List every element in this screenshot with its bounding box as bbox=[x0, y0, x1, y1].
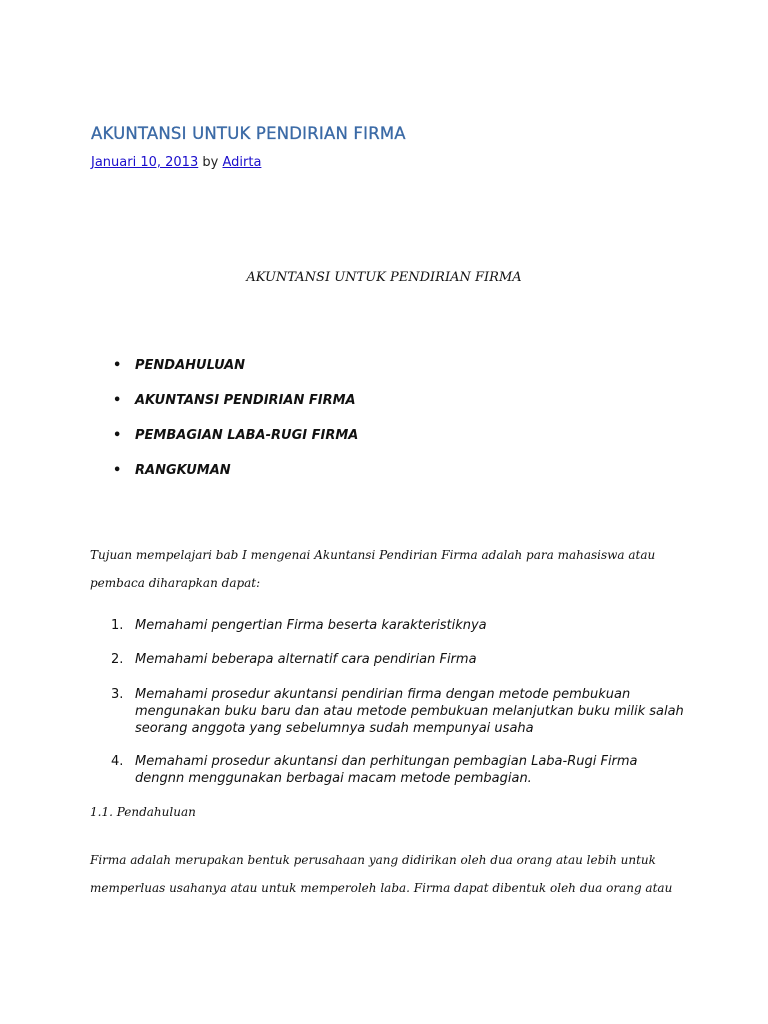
list-item bbox=[90, 463, 358, 498]
outline-item-label: PENDAHULUAN bbox=[135, 358, 246, 373]
list-item bbox=[90, 393, 358, 428]
objective-text: Memahami prosedur akuntansi pendirian firma dengan metode pembukuan mengunakan buku baru dan atau metode pembukuan melanjutkan buku milik salah seorang anggota yang sebelumnya sudah mempunyai usaha bbox=[135, 687, 684, 736]
list-number: 3. bbox=[111, 687, 124, 702]
post-by-label: by bbox=[202, 155, 219, 170]
objective-text: Memahami beberapa alternatif cara pendirian Firma bbox=[135, 652, 477, 667]
outline-item-label: PEMBAGIAN LABA-RUGI FIRMA bbox=[135, 428, 359, 443]
post-author-link[interactable]: Adirta bbox=[222, 155, 262, 170]
bullet-marker: • bbox=[113, 358, 122, 373]
list-item bbox=[90, 428, 358, 463]
list-item bbox=[90, 651, 690, 668]
bullet-marker: • bbox=[113, 428, 122, 443]
bullet-marker: • bbox=[113, 463, 122, 478]
list-number: 2. bbox=[111, 652, 124, 667]
post-title: AKUNTANSI UNTUK PENDIRIAN FIRMA bbox=[91, 124, 406, 143]
list-number: 4. bbox=[111, 754, 124, 769]
document-heading: AKUNTANSI UNTUK PENDIRIAN FIRMA bbox=[246, 270, 522, 285]
post-meta bbox=[91, 155, 261, 170]
list-item bbox=[90, 753, 690, 787]
outline-item-label: AKUNTANSI PENDIRIAN FIRMA bbox=[135, 393, 356, 408]
objective-text: Memahami pengertian Firma beserta karakteristiknya bbox=[135, 618, 487, 633]
list-number: 1. bbox=[111, 618, 124, 633]
section-heading: 1.1. Pendahuluan bbox=[90, 805, 196, 819]
body-paragraph: Firma adalah merupakan bentuk perusahaan yang didirikan oleh dua orang atau lebih untuk memperluas usahanya atau untuk memperoleh laba. Firma dapat dibentuk oleh dua orang atau bbox=[90, 853, 673, 895]
outline-list bbox=[90, 358, 358, 498]
bullet-marker: • bbox=[113, 393, 122, 408]
list-item bbox=[90, 686, 690, 737]
intro-paragraph: Tujuan mempelajari bab I mengenai Akuntansi Pendirian Firma adalah para mahasiswa atau pembaca diharapkan dapat: bbox=[90, 548, 656, 590]
objective-text: Memahami prosedur akuntansi dan perhitungan pembagian Laba-Rugi Firma dengnn menggunakan berbagai macam metode pembagian. bbox=[135, 754, 638, 786]
list-item bbox=[90, 358, 358, 393]
objectives-list bbox=[90, 617, 690, 787]
outline-item-label: RANGKUMAN bbox=[135, 463, 231, 478]
post-date-link[interactable]: Januari 10, 2013 bbox=[91, 155, 199, 170]
list-item bbox=[90, 617, 690, 634]
